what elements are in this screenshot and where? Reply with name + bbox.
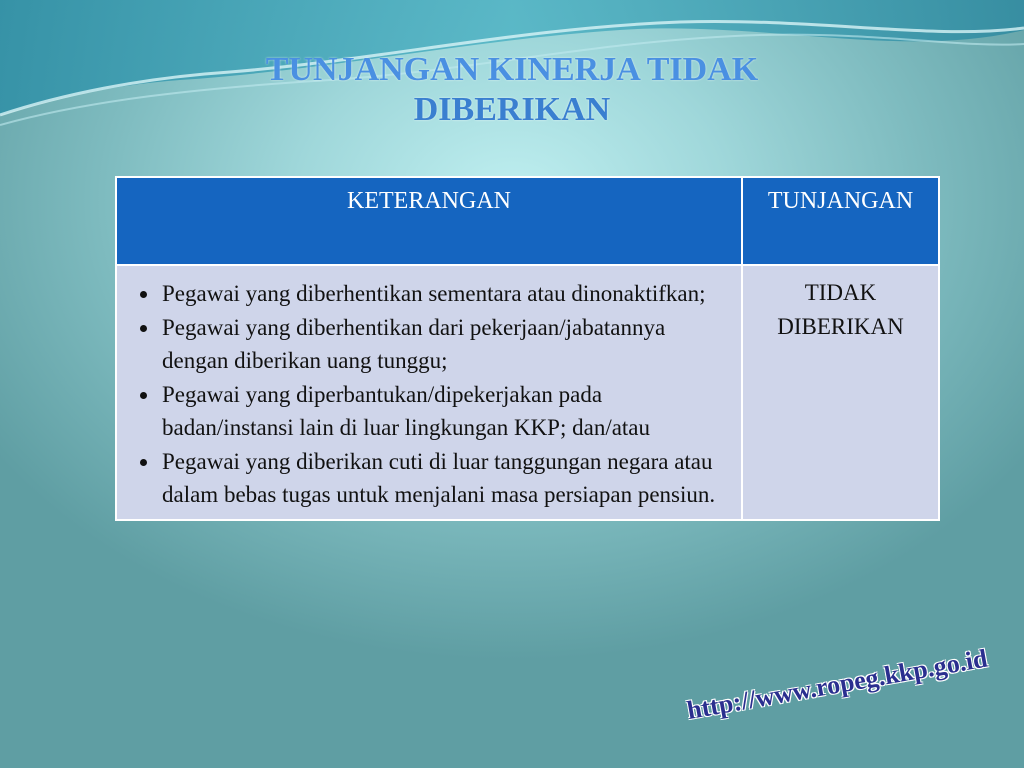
list-item: • Pegawai yang diberhentikan sementara atau dinonaktifkan;: [160, 277, 722, 311]
info-table-container: [115, 176, 938, 521]
slide-title-line-2: DIBERIKAN: [413, 91, 611, 128]
table-row: [116, 265, 939, 520]
website-link[interactable]: http://www.ropeg.kkp.go.id: [684, 643, 990, 726]
list-item: • Pegawai yang diberhentikan dari pekerjaan/jabatannya dengan diberikan uang tunggu;: [160, 311, 722, 378]
slide-title: [0, 50, 1024, 130]
info-table: [115, 176, 940, 521]
list-item: • Pegawai yang diperbantukan/dipekerjakan pada badan/instansi lain di luar lingkungan KKP; dan/atau: [160, 378, 722, 445]
table-header-row: [116, 177, 939, 265]
header-tunjangan: TUNJANGAN: [742, 177, 939, 265]
slide-title-line-1: TUNJANGAN KINERJA TIDAK: [265, 51, 759, 88]
tunjangan-cell: TIDAK DIBERIKAN: [742, 265, 939, 520]
list-item: • Pegawai yang diberikan cuti di luar tanggungan negara atau dalam bebas tugas untuk menjalani masa persiapan pensiun.: [160, 445, 722, 512]
keterangan-list: [118, 277, 740, 512]
keterangan-cell: [116, 265, 742, 520]
header-keterangan: KETERANGAN: [116, 177, 742, 265]
